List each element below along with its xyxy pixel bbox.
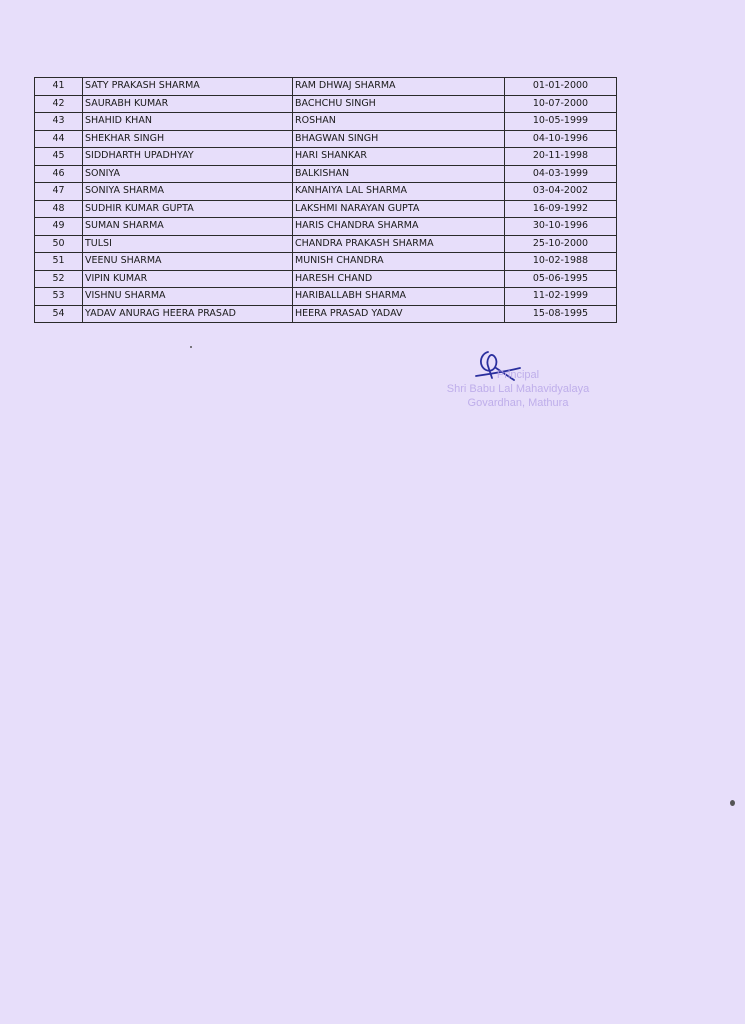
- student-name-cell: SONIYA SHARMA: [83, 183, 293, 201]
- table-row: [35, 253, 617, 271]
- father-name-cell: BALKISHAN: [293, 165, 505, 183]
- table-row: [35, 113, 617, 131]
- father-name-cell: HARIBALLABH SHARMA: [293, 288, 505, 306]
- serial-number-cell: 43: [35, 113, 83, 131]
- student-name-cell: SATY PRAKASH SHARMA: [83, 78, 293, 96]
- serial-number-cell: 52: [35, 270, 83, 288]
- date-of-birth-cell: 25-10-2000: [505, 235, 617, 253]
- stamp-line-3: Govardhan, Mathura: [467, 397, 569, 409]
- student-name-cell: SUDHIR KUMAR GUPTA: [83, 200, 293, 218]
- date-of-birth-cell: 15-08-1995: [505, 305, 617, 323]
- student-name-cell: SONIYA: [83, 165, 293, 183]
- table-row: [35, 200, 617, 218]
- stamp-line-2: Shri Babu Lal Mahavidyalaya: [446, 383, 590, 395]
- table-row: [35, 183, 617, 201]
- student-table-body: [35, 78, 617, 323]
- date-of-birth-cell: 01-01-2000: [505, 78, 617, 96]
- student-name-cell: SIDDHARTH UPADHYAY: [83, 148, 293, 166]
- date-of-birth-cell: 16-09-1992: [505, 200, 617, 218]
- date-of-birth-cell: 03-04-2002: [505, 183, 617, 201]
- date-of-birth-cell: 20-11-1998: [505, 148, 617, 166]
- table-row: [35, 305, 617, 323]
- serial-number-cell: 46: [35, 165, 83, 183]
- father-name-cell: LAKSHMI NARAYAN GUPTA: [293, 200, 505, 218]
- serial-number-cell: 41: [35, 78, 83, 96]
- scan-speck: [730, 800, 735, 806]
- father-name-cell: BHAGWAN SINGH: [293, 130, 505, 148]
- father-name-cell: CHANDRA PRAKASH SHARMA: [293, 235, 505, 253]
- student-name-cell: SHEKHAR SINGH: [83, 130, 293, 148]
- serial-number-cell: 48: [35, 200, 83, 218]
- serial-number-cell: 49: [35, 218, 83, 236]
- table-row: [35, 78, 617, 96]
- father-name-cell: MUNISH CHANDRA: [293, 253, 505, 271]
- student-name-cell: SAURABH KUMAR: [83, 95, 293, 113]
- serial-number-cell: 47: [35, 183, 83, 201]
- scan-speck: [190, 346, 192, 348]
- student-name-cell: SUMAN SHARMA: [83, 218, 293, 236]
- father-name-cell: RAM DHWAJ SHARMA: [293, 78, 505, 96]
- table-row: [35, 270, 617, 288]
- student-name-cell: VIPIN KUMAR: [83, 270, 293, 288]
- date-of-birth-cell: 10-07-2000: [505, 95, 617, 113]
- father-name-cell: HARI SHANKAR: [293, 148, 505, 166]
- date-of-birth-cell: 10-05-1999: [505, 113, 617, 131]
- student-name-cell: TULSI: [83, 235, 293, 253]
- student-name-cell: VEENU SHARMA: [83, 253, 293, 271]
- serial-number-cell: 42: [35, 95, 83, 113]
- serial-number-cell: 50: [35, 235, 83, 253]
- student-name-cell: SHAHID KHAN: [83, 113, 293, 131]
- table-row: [35, 288, 617, 306]
- table-row: [35, 235, 617, 253]
- father-name-cell: HARIS CHANDRA SHARMA: [293, 218, 505, 236]
- date-of-birth-cell: 05-06-1995: [505, 270, 617, 288]
- father-name-cell: HARESH CHAND: [293, 270, 505, 288]
- father-name-cell: HEERA PRASAD YADAV: [293, 305, 505, 323]
- student-table: [34, 77, 617, 323]
- date-of-birth-cell: 10-02-1988: [505, 253, 617, 271]
- table-row: [35, 130, 617, 148]
- serial-number-cell: 51: [35, 253, 83, 271]
- stamp-line-1: Principal: [496, 369, 540, 381]
- serial-number-cell: 54: [35, 305, 83, 323]
- date-of-birth-cell: 04-03-1999: [505, 165, 617, 183]
- table-row: [35, 95, 617, 113]
- serial-number-cell: 44: [35, 130, 83, 148]
- serial-number-cell: 53: [35, 288, 83, 306]
- father-name-cell: ROSHAN: [293, 113, 505, 131]
- table-row: [35, 148, 617, 166]
- father-name-cell: BACHCHU SINGH: [293, 95, 505, 113]
- student-name-cell: VISHNU SHARMA: [83, 288, 293, 306]
- principal-stamp: [428, 368, 608, 410]
- father-name-cell: KANHAIYA LAL SHARMA: [293, 183, 505, 201]
- table-row: [35, 165, 617, 183]
- serial-number-cell: 45: [35, 148, 83, 166]
- date-of-birth-cell: 04-10-1996: [505, 130, 617, 148]
- table-row: [35, 218, 617, 236]
- date-of-birth-cell: 11-02-1999: [505, 288, 617, 306]
- student-name-cell: YADAV ANURAG HEERA PRASAD: [83, 305, 293, 323]
- date-of-birth-cell: 30-10-1996: [505, 218, 617, 236]
